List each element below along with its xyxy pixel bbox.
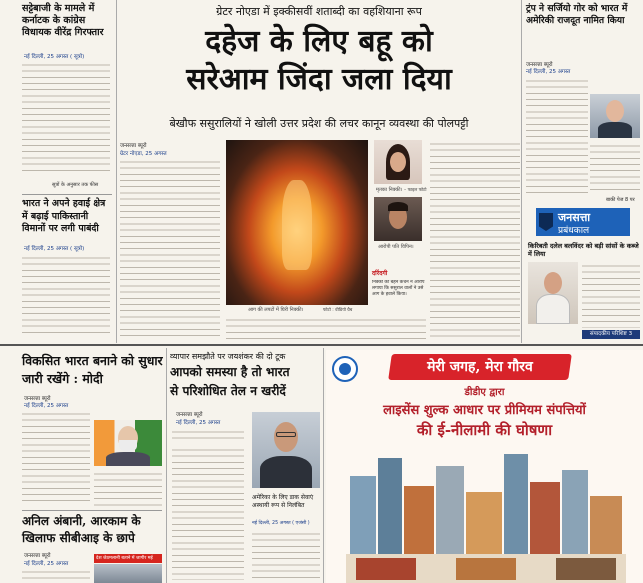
right-column: [524, 0, 643, 343]
modi-byline: जनसत्ता ब्यूरो: [24, 396, 51, 402]
accused-photo: [374, 197, 422, 241]
building-6: [504, 454, 528, 556]
ad-shop-3: [556, 558, 616, 580]
main-body-col3: [430, 140, 520, 338]
jaishankar-body-col1: [172, 428, 244, 444]
main-byline: जनसत्ता ब्यूरो: [120, 143, 147, 149]
main-subhead: बेखौफ ससुरालियों ने खोली उत्तर प्रदेश की लचर कानून व्यवस्था की पोलपट्टी: [169, 117, 469, 130]
victim-face: [390, 152, 406, 172]
left-story2-dateline: नई दिल्ली, 25 अगस्त ( सूत्रो): [24, 246, 85, 252]
fire-photo-credit: फोटो : वीडियो ग्रैब: [323, 308, 353, 313]
main-story: [118, 0, 520, 343]
ambani-photo-tag-text: देश जेठमलानी बताने में जागीर मई: [96, 556, 153, 561]
right-story1-body: [526, 77, 588, 195]
bottom-mid-story: [168, 348, 322, 583]
modi-body-col1: [22, 410, 90, 506]
ad-shop-1: [356, 558, 416, 580]
building-8: [562, 470, 588, 556]
building-2: [378, 458, 402, 556]
modi-headline: विकसित भारत बनाने को सुधार जारी रखेंगे : मोदी: [22, 353, 163, 386]
ad-skyline: [346, 446, 626, 583]
bottom-left-story: [0, 348, 164, 583]
ad-banner-ribbon: [388, 354, 572, 380]
fire-photo-caption: आग की लपटों में घिरी निक्की।: [248, 307, 304, 313]
ambani-headline: अनिल अंबानी, आरकाम के खिलाफ सीबीआइ के छापे: [22, 514, 141, 545]
dda-advertisement: [326, 350, 643, 583]
ad-line2: की ई-नीलामी की घोषणा: [416, 421, 553, 439]
ambani-dateline: नई दिल्ली, 25 अगस्त: [24, 561, 69, 567]
right-story2-face: [544, 272, 562, 294]
dda-logo: [332, 356, 358, 382]
fire-figure: [282, 180, 312, 270]
right-story2-body: [582, 262, 640, 328]
victim-credit: – फाइल फोटो: [404, 188, 427, 193]
inset-box: [372, 260, 426, 306]
building-5: [466, 492, 502, 556]
left-story1-body: [22, 61, 110, 176]
postal-inset-body: [252, 530, 320, 580]
jaishankar-byline: जनसत्ता ब्यूरो: [176, 412, 203, 418]
modi-kurta: [106, 452, 150, 466]
main-headline-line1: दहेज के लिए बहू को: [205, 24, 433, 59]
building-4: [436, 466, 464, 556]
main-dateline: ग्रेटर नोएडा, 25 अगस्त: [120, 151, 167, 157]
right-story2-body-shape: [536, 294, 570, 324]
accused-hair: [388, 202, 408, 211]
left-story2-body: [22, 254, 110, 336]
building-9: [590, 496, 622, 556]
right-story1-body2: [590, 142, 640, 194]
jaishankar-face: [274, 422, 298, 452]
building-7: [530, 482, 560, 556]
jaishankar-headline-line2: से परिशोधित तेल न खरीदें: [170, 384, 286, 398]
main-body-col1: [120, 158, 220, 338]
ad-sub: डीडीए द्वारा: [464, 387, 505, 398]
ambani-body: [22, 568, 90, 582]
jansatta-brand-box: [536, 208, 630, 236]
jaishankar-suit: [260, 456, 312, 488]
ambani-photo-tag: [94, 554, 162, 563]
main-headline-line2: सरेआम जिंदा जला दिया: [186, 62, 452, 97]
jaishankar-photo: [252, 412, 320, 488]
postal-inset-caption: अमेरिका के लिए डाक सेवाएं अस्थायी रूप से निलंबित: [252, 494, 314, 509]
building-3: [404, 486, 434, 556]
brand-sub: प्रबंधकाल: [558, 226, 590, 236]
left-story2-headline: भारत ने अपने हवाई क्षेत्र में बढ़ाई पाकिस्तानी विमानों पर लगी पाबंदी: [22, 198, 106, 234]
postal-inset-dateline: नई दिल्ली, 25 अगस्त ( एजंसी ): [252, 521, 310, 526]
gor-face: [606, 100, 624, 122]
jaishankar-kicker: व्यापार समझौते पर जयशंकर की दो टूक: [170, 352, 286, 361]
brand-badge-icon: [539, 213, 553, 231]
modi-dateline: नई दिल्ली, 25 अगस्त: [24, 403, 69, 409]
accused-caption: आरोपी पति विपिन।: [378, 244, 414, 250]
main-kicker: ग्रेटर नोएडा में इक्कीसवीं शताब्दी का वहशियाना रूप: [216, 5, 422, 18]
right-footer-text: संपादकीय परिशिष्ट 3: [589, 331, 633, 337]
ad-line1: लाइसेंस शुल्क आधार पर प्रीमियम संपत्तियों: [383, 403, 586, 418]
victim-photo: [374, 140, 422, 184]
inset-text: निक्की की बहन कंचन ने आरोप लगाया कि ससुराल वालों ने उसे आग के हवाले किया।: [372, 280, 425, 298]
left-story1-continued: सूत्रों के अनुसार तक फीस: [52, 182, 99, 188]
right-byline: जनसत्ता ब्यूरो: [526, 62, 553, 68]
modi-body-col2: [94, 470, 162, 506]
modi-photo: [94, 420, 162, 466]
left-story1-headline: सट्टेबाजी के मामले में कर्नाटक के कांग्रेस विधायक वीरेंद्र गिरफ्तार: [22, 3, 104, 38]
left-column: [0, 0, 114, 343]
sergio-gor-photo: [590, 94, 640, 138]
right-story2-photo: [528, 262, 578, 324]
jaishankar-dateline: नई दिल्ली, 25 अगस्त: [176, 420, 221, 426]
right-footer-tag: [582, 330, 640, 339]
building-1: [350, 476, 376, 556]
victim-caption: मृतका निक्की।: [376, 187, 403, 193]
left-story1-dateline: नई दिल्ली, 25 अगस्त ( सूत्रो): [24, 54, 85, 60]
right-continued: बाकी पेज 8 पर: [606, 197, 635, 203]
fold-divider: [0, 344, 643, 346]
ad-shop-2: [456, 558, 516, 580]
fire-photo: [226, 140, 368, 305]
jaishankar-body-col1b: [172, 446, 244, 580]
ambani-byline: जनसत्ता ब्यूरो: [24, 553, 51, 559]
brand-title: जनसत्ता: [558, 211, 591, 224]
dda-logo-inner: [339, 363, 351, 375]
modi-beard: [119, 440, 137, 452]
right-story1-dateline: नई दिल्ली, 25 अगस्त: [526, 69, 571, 75]
jaishankar-headline-line1: आपको समस्या है तो भारत: [170, 365, 290, 379]
jaishankar-glasses: [276, 432, 296, 437]
right-story2-headline: किरिबती दलेल बलविंदर को बड़ी सांसों के कब्जे में लिया: [528, 242, 639, 259]
main-body-under-photo: [226, 316, 426, 340]
right-story1-headline: ट्रंप ने सर्जियो गोर को भारत में अमेरिकी राजदूत नामित किया: [526, 3, 628, 26]
ambani-photo: [94, 564, 162, 583]
ad-banner-text: मेरी जगह, मेरा गौरव: [427, 359, 533, 375]
gor-suit: [598, 122, 632, 138]
inset-title: दरिंदगी: [372, 270, 388, 277]
